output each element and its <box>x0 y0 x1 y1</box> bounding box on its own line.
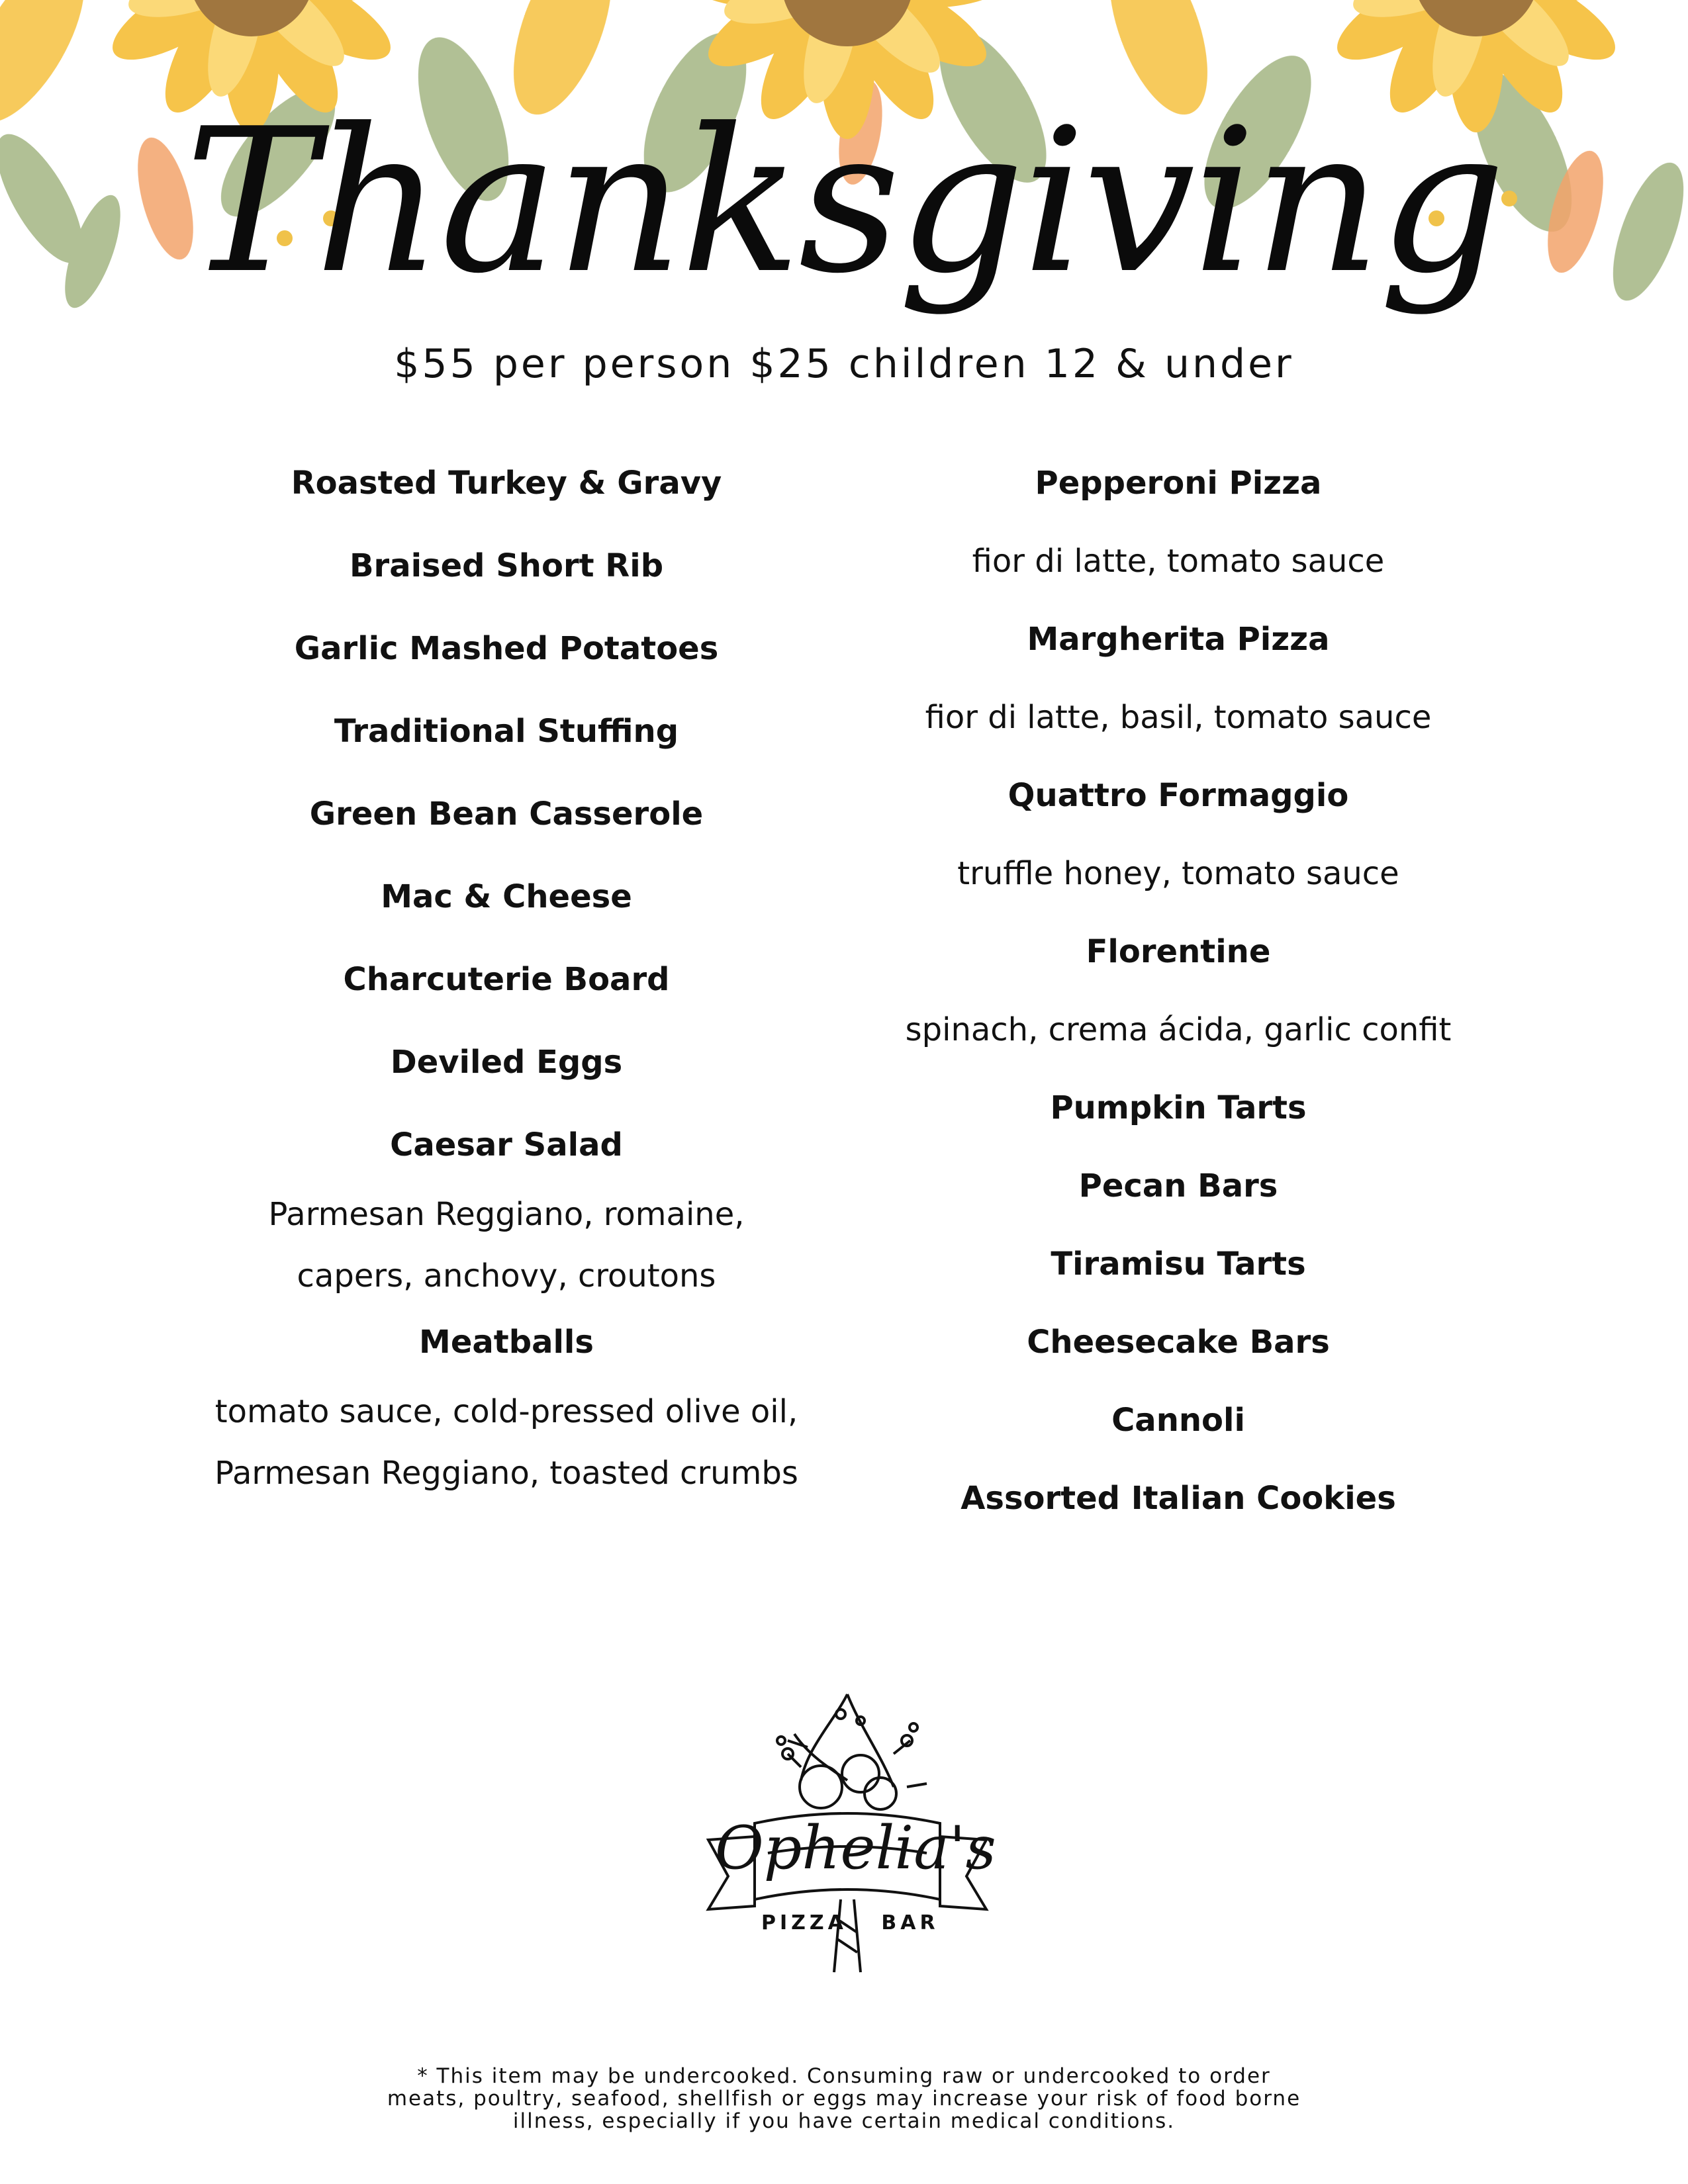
menu-item: Deviled Eggs <box>390 1044 623 1081</box>
food-safety-disclaimer <box>331 2065 1357 2132</box>
menu-item: Florentine <box>1086 933 1271 970</box>
menu-item: Green Bean Casserole <box>309 796 704 833</box>
logo-word-left: PIZZA <box>761 1911 847 1934</box>
menu-item: Assorted Italian Cookies <box>961 1480 1396 1517</box>
page-title: Thanksgiving <box>185 86 1503 317</box>
menu-item: Pumpkin Tarts <box>1050 1089 1307 1126</box>
logo-word-right: BAR <box>881 1911 939 1934</box>
menu-description: Parmesan Reggiano, romaine, <box>268 1196 745 1233</box>
menu-item: Quattro Formaggio <box>1008 777 1349 814</box>
menu-item: Traditional Stuffing <box>334 713 679 750</box>
menu-item: Margherita Pizza <box>1027 621 1330 658</box>
pricing-line: $55 per person $25 children 12 & under <box>394 341 1294 387</box>
menu-item: Roasted Turkey & Gravy <box>291 465 722 502</box>
menu-description: tomato sauce, cold-pressed olive oil, <box>214 1393 798 1430</box>
menu-column-right <box>847 463 1509 1557</box>
menu-description: spinach, crema ácida, garlic confit <box>905 1011 1452 1048</box>
menu-item: Caesar Salad <box>390 1126 623 1163</box>
menu-item: Cheesecake Bars <box>1027 1324 1330 1361</box>
menu-description: fior di latte, basil, tomato sauce <box>925 699 1432 736</box>
menu-item: Pecan Bars <box>1078 1167 1278 1205</box>
menu-description: fior di latte, tomato sauce <box>972 543 1385 580</box>
logo-name: Ophelia's <box>715 1813 996 1883</box>
menu-item: Mac & Cheese <box>381 878 632 915</box>
menu-description: truffle honey, tomato sauce <box>957 855 1399 892</box>
disclaimer-line: meats, poultry, seafood, shellfish or eggs may increase your risk of food borne <box>387 2087 1301 2111</box>
menu-column-left <box>175 463 837 1531</box>
menu-item: Cannoli <box>1111 1402 1245 1439</box>
menu-item: Tiramisu Tarts <box>1051 1246 1306 1283</box>
menu-description: capers, anchovy, croutons <box>297 1257 716 1295</box>
menu-item: Meatballs <box>419 1324 594 1361</box>
menu-item: Garlic Mashed Potatoes <box>294 630 719 667</box>
menu-item: Pepperoni Pizza <box>1035 465 1322 502</box>
menu-description: Parmesan Reggiano, toasted crumbs <box>214 1455 798 1492</box>
disclaimer-line: illness, especially if you have certain medical conditions. <box>512 2109 1176 2133</box>
menu-item: Charcuterie Board <box>343 961 670 998</box>
disclaimer-line: * This item may be undercooked. Consuming raw or undercooked to order <box>417 2064 1271 2088</box>
menu-item: Braised Short Rib <box>349 547 664 584</box>
